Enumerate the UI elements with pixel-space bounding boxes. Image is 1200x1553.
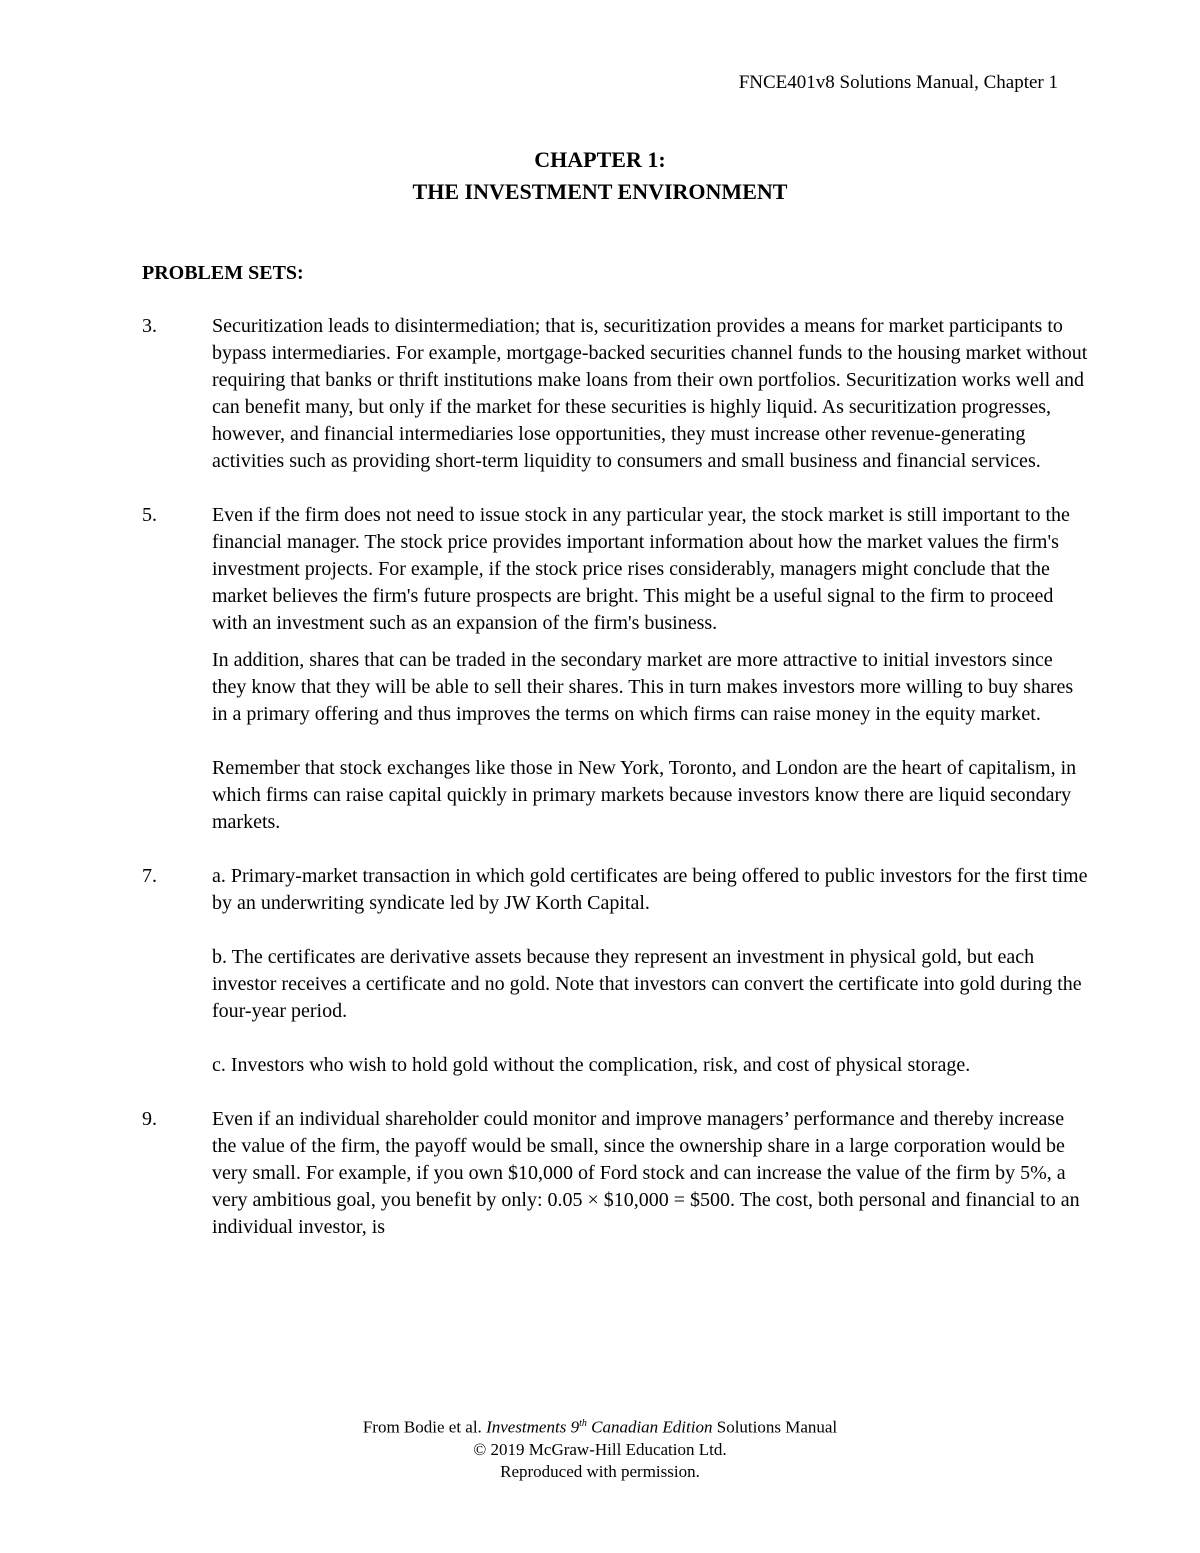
problem-paragraph: Even if the firm does not need to issue stock in any particular year, the stock market is still important to the financial manager. The stock price provides important information about how the market values the firm's investment projects. For example, if the stock price rises considerably, managers might conclude that the market believes the firm's future prospects are bright. This might be a useful signal to the firm to proceed with an investment such as an expansion of the firm's business. bbox=[212, 504, 1070, 634]
footer-edition: Canadian Edition bbox=[591, 1417, 713, 1437]
footer-source bbox=[0, 1413, 1200, 1439]
chapter-name: THE INVESTMENT ENVIRONMENT bbox=[412, 179, 788, 204]
page-footer bbox=[0, 1413, 1200, 1483]
footer-permission: Reproduced with permission. bbox=[500, 1461, 700, 1481]
problem-5 bbox=[142, 502, 1092, 836]
problem-9 bbox=[142, 1106, 1092, 1241]
footer-edition-superscript: th bbox=[579, 1418, 587, 1429]
problem-paragraph: c. Investors who wish to hold gold without the complication, risk, and cost of physical storage. bbox=[212, 1054, 971, 1076]
problem-paragraph: In addition, shares that can be traded in the secondary market are more attractive to initial investors since they know that they will be able to sell their shares. This in turn makes investors more willing to buy shares in a primary offering and thus improves the terms on which firms can raise money in the equity market. bbox=[212, 649, 1074, 725]
problem-paragraph: Remember that stock exchanges like those in New York, Toronto, and London are the heart of capitalism, in which firms can raise capital quickly in primary markets because investors know there are liquid secondary markets. bbox=[212, 757, 1077, 833]
running-header: FNCE401v8 Solutions Manual, Chapter 1 bbox=[738, 72, 1058, 93]
footer-source-suffix: Solutions Manual bbox=[716, 1417, 838, 1437]
footer-book-title: Investments 9 bbox=[486, 1417, 580, 1437]
problem-number: 7. bbox=[142, 865, 157, 887]
problem-paragraph: a. Primary-market transaction in which gold certificates are being offered to public investors for the first time by an underwriting syndicate led by JW Korth Capital. bbox=[212, 865, 1088, 914]
problem-paragraph: b. The certificates are derivative assets because they represent an investment in physical gold, but each investor receives a certificate and no gold. Note that investors can convert the certificate into gold during the four-year period. bbox=[212, 946, 1082, 1022]
footer-source-prefix: From Bodie et al. bbox=[362, 1417, 482, 1437]
chapter-number: CHAPTER 1: bbox=[534, 147, 666, 172]
problem-3 bbox=[142, 313, 1092, 475]
section-heading: PROBLEM SETS: bbox=[142, 262, 304, 284]
problem-number: 9. bbox=[142, 1108, 157, 1130]
problem-list bbox=[142, 313, 1092, 1268]
problem-paragraph: Securitization leads to disintermediation; that is, securitization provides a means for market participants to bypass intermediaries. For example, mortgage-backed securities channel funds to the housing market without requiring that banks or thrift institutions make loans from their own portfolios. Securitization works well and can benefit many, but only if the market for these securities is highly liquid. As securitization progresses, however, and financial intermediaries lose opportunities, they must increase other revenue-generating activities such as providing short-term liquidity to consumers and small business and financial services. bbox=[212, 315, 1088, 472]
chapter-title bbox=[0, 144, 1200, 208]
footer-copyright: © 2019 McGraw-Hill Education Ltd. bbox=[473, 1439, 727, 1459]
problem-number: 3. bbox=[142, 315, 157, 337]
problem-7 bbox=[142, 863, 1092, 1079]
problem-number: 5. bbox=[142, 504, 157, 526]
problem-paragraph: Even if an individual shareholder could monitor and improve managers’ performance and thereby increase the value of the firm, the payoff would be small, since the ownership share in a large corporation would be very small. For example, if you own $10,000 of Ford stock and can increase the value of the firm by 5%, a very ambitious goal, you benefit by only: 0.05 × $10,000 = $500. The cost, both personal and financial to an individual investor, is bbox=[212, 1108, 1080, 1238]
